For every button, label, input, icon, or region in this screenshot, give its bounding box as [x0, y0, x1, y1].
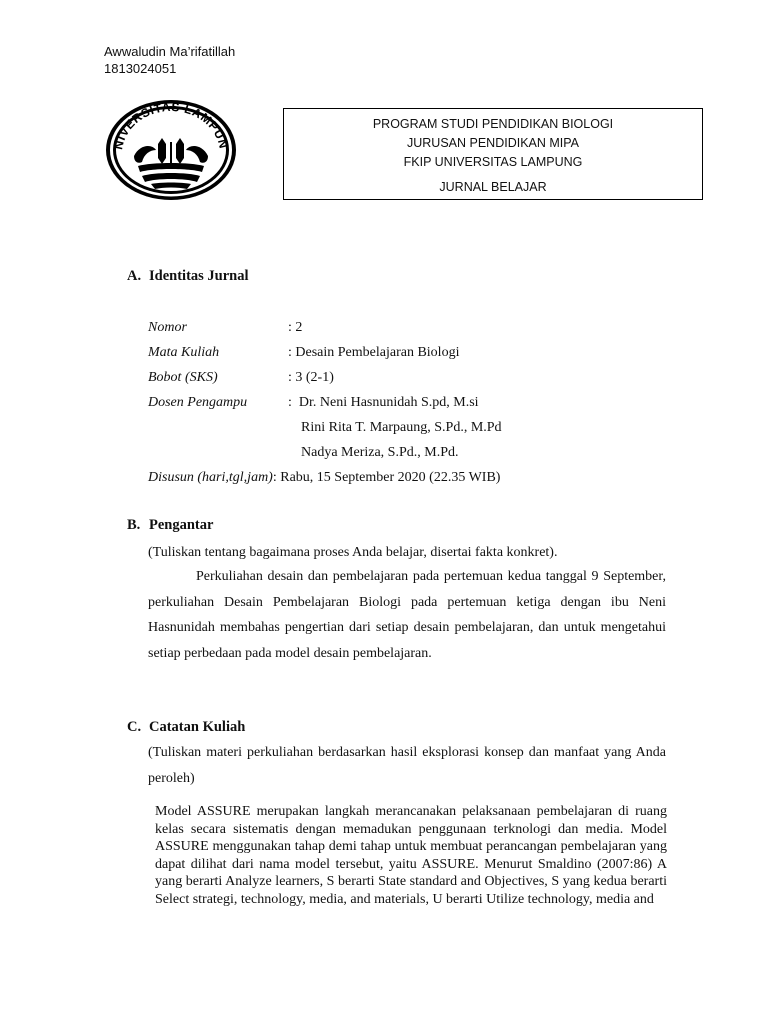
dosen-value-1: : Dr. Neni Hasnunidah S.pd, M.si: [288, 395, 479, 410]
dosen-row: [148, 390, 502, 415]
university-logo-icon: [104, 98, 238, 202]
nomor-value: : 2: [288, 320, 303, 335]
disusun-row: [148, 465, 502, 490]
faculty-title: FKIP UNIVERSITAS LAMPUNG: [403, 155, 583, 169]
section-c-title: Catatan Kuliah: [149, 719, 246, 735]
nomor-row: [148, 315, 502, 340]
dosen-label: Dosen Pengampu: [148, 395, 248, 410]
author-info: [104, 43, 235, 77]
dosen-value-3: Nadya Meriza, S.Pd., M.Pd.: [301, 445, 459, 460]
section-a-letter: A.: [127, 268, 142, 284]
section-c-instruction: (Tuliskan materi perkuliahan berdasarkan hasil eksplorasi konsep dan manfaat yang Anda peroleh): [148, 745, 666, 786]
section-b-heading: [127, 517, 213, 534]
section-b-letter: B.: [127, 517, 141, 533]
mata-kuliah-label: Mata Kuliah: [148, 345, 220, 360]
disusun-value: : Rabu, 15 September 2020 (22.35 WIB): [272, 470, 501, 485]
section-b-instruction: (Tuliskan tentang bagaimana proses Anda belajar, disertai fakta konkret).: [148, 545, 558, 560]
section-a-title: Identitas Jurnal: [149, 268, 249, 284]
bobot-row: [148, 365, 502, 390]
section-a-heading: [127, 268, 249, 285]
bobot-value: : 3 (2-1): [288, 370, 334, 385]
section-b-body: Perkuliahan desain dan pembelajaran pada pertemuan kedua tanggal 9 September, perkuliahan Desain Pembelajaran Biologi pada pertemuan ketiga dengan ibu Neni Hasnunidah membahas pengertian dari setiap desain pembelajaran, dan untuk mengetahui setiap perbedaan pada model desain pembelajaran.: [148, 569, 666, 661]
author-name: Awwaludin Ma’rifatillah: [104, 44, 236, 59]
svg-text:UNIVERSITAS LAMPUNG: NIVERSITAS LAMPUN: [111, 99, 231, 151]
dosen-row-3: [148, 440, 502, 465]
dosen-value-2: Rini Rita T. Marpaung, S.Pd., M.Pd: [301, 420, 502, 435]
mata-kuliah-value: : Desain Pembelajaran Biologi: [288, 345, 460, 360]
document-title: JURNAL BELAJAR: [439, 180, 547, 194]
header-box: [283, 108, 703, 200]
disusun-label: Disusun (hari,tgl,jam): [148, 470, 273, 485]
department-title: JURUSAN PENDIDIKAN MIPA: [406, 136, 579, 150]
identity-table: [148, 315, 502, 490]
bobot-label: Bobot (SKS): [148, 370, 218, 385]
program-title: PROGRAM STUDI PENDIDIKAN BIOLOGI: [372, 117, 614, 131]
author-id: 1813024051: [104, 61, 177, 76]
mata-kuliah-row: [148, 340, 502, 365]
nomor-label: Nomor: [148, 320, 187, 335]
section-b-title: Pengantar: [149, 517, 214, 533]
section-c-body: Model ASSURE merupakan langkah merancanakan pelaksanaan pembelajaran di ruang kelas secara sistematis dengan memadukan penggunaan terknologi dan media. Model ASSURE menggunakan tahap demi tahap untuk membuat perancangan pembelajaran yang dapat dilihat dari nama model tersebut, yaitu ASSURE. Menurut Smaldino (2007:86) A yang berarti Analyze learners, S berarti State standard and Objectives, S yang kedua berarti Select strategi, technology, media, and materials, U berarti Utilize technology, media and: [155, 804, 667, 907]
section-c-letter: C.: [127, 719, 142, 735]
section-c-heading: [127, 719, 245, 736]
dosen-row-2: [148, 415, 502, 440]
